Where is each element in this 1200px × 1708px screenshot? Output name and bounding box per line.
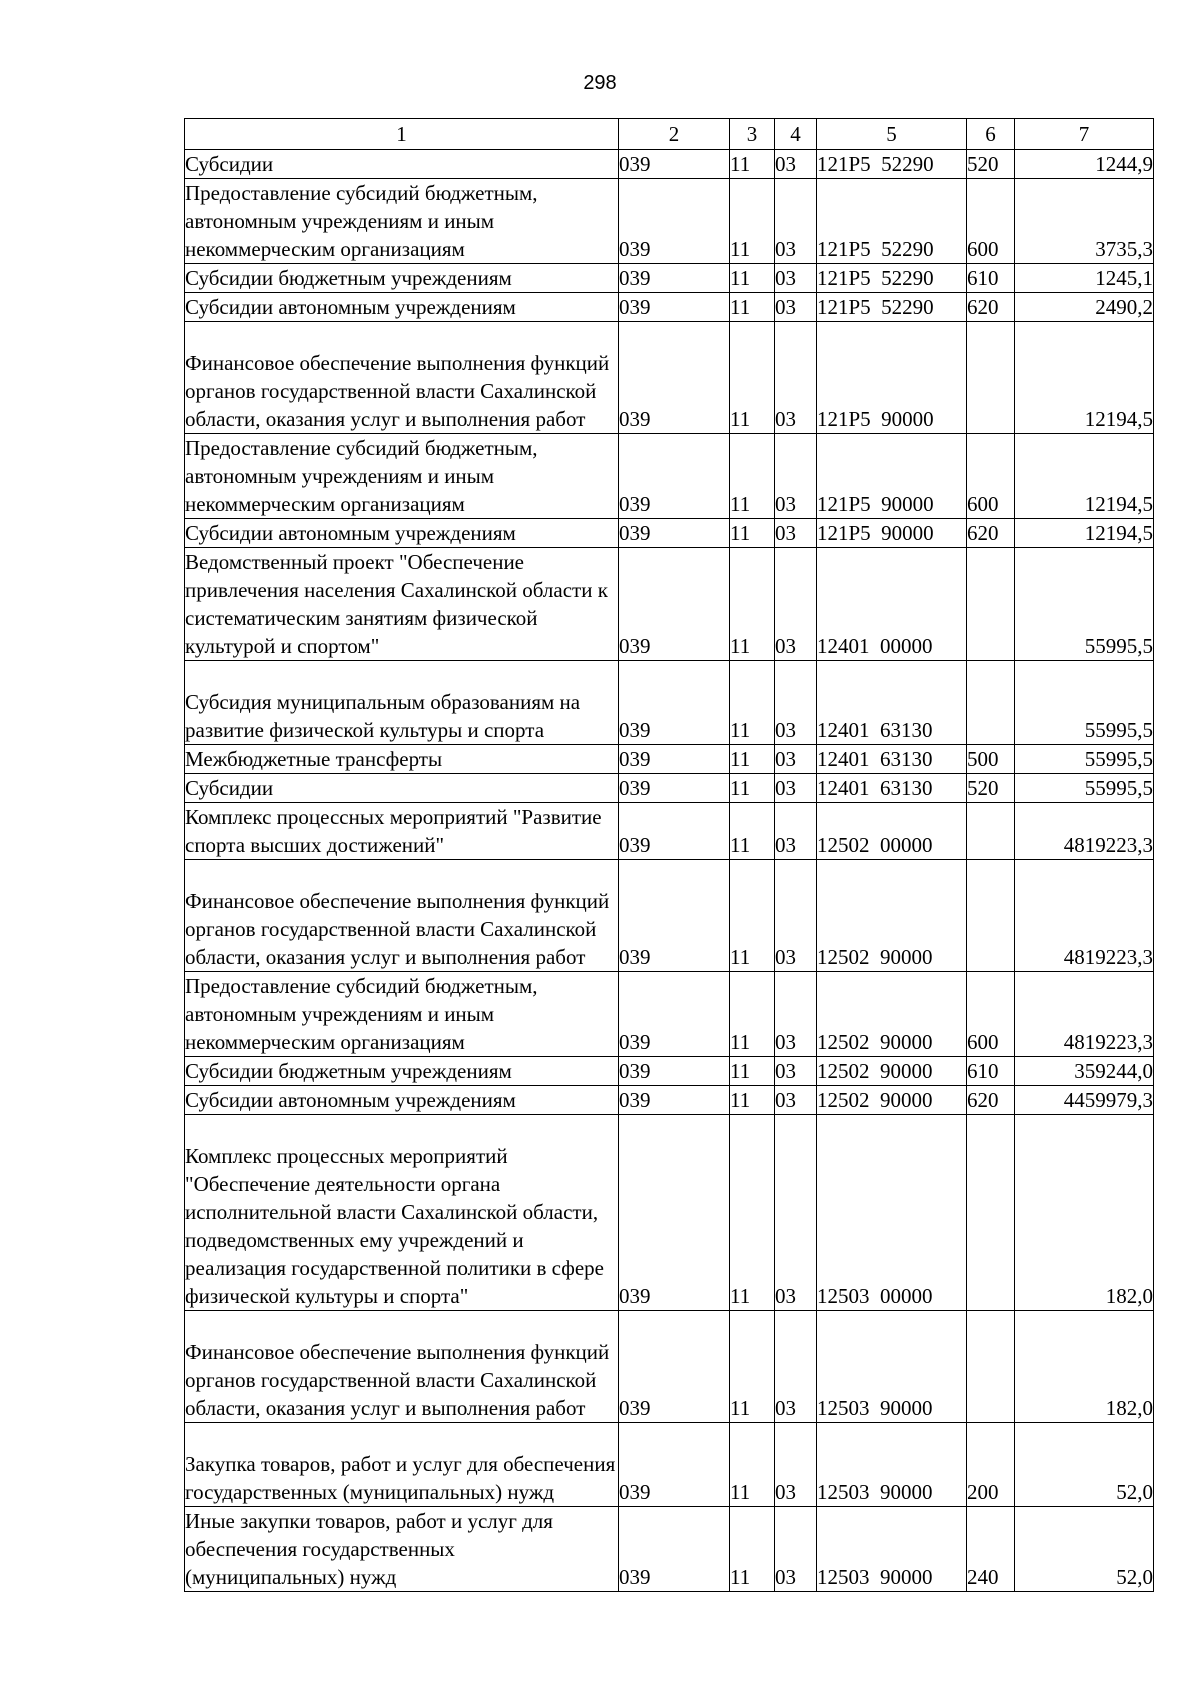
expense-type-code	[967, 322, 1015, 434]
section-code: 11	[730, 1057, 775, 1086]
expense-type-code: 520	[967, 774, 1015, 803]
header-cell: 2	[619, 119, 730, 150]
row-name: Комплекс процессных мероприятий "Развитие спорта высших достижений"	[185, 803, 619, 860]
amount: 359244,0	[1015, 1057, 1154, 1086]
target-article-code: 12503 90000	[817, 1311, 967, 1423]
row-name: Субсидии автономным учреждениям	[185, 1086, 619, 1115]
amount: 1244,9	[1015, 150, 1154, 179]
row-name: Финансовое обеспечение выполнения функций органов государственной власти Сахалинской области, оказания услуг и выполнения работ	[185, 322, 619, 434]
subsection-code: 03	[775, 1311, 817, 1423]
section-code: 11	[730, 972, 775, 1057]
header-cell: 1	[185, 119, 619, 150]
amount: 12194,5	[1015, 519, 1154, 548]
target-article-code: 12502 90000	[817, 972, 967, 1057]
table-row	[185, 322, 1154, 434]
table-row	[185, 1311, 1154, 1423]
amount: 182,0	[1015, 1311, 1154, 1423]
amount: 2490,2	[1015, 293, 1154, 322]
target-article-code: 12503 00000	[817, 1115, 967, 1311]
amount: 1245,1	[1015, 264, 1154, 293]
ministry-code: 039	[619, 179, 730, 264]
table-row	[185, 1115, 1154, 1311]
table-row	[185, 860, 1154, 972]
section-code: 11	[730, 1086, 775, 1115]
header-cell: 3	[730, 119, 775, 150]
target-article-code: 12502 90000	[817, 1057, 967, 1086]
amount: 55995,5	[1015, 661, 1154, 745]
row-name: Финансовое обеспечение выполнения функций органов государственной власти Сахалинской области, оказания услуг и выполнения работ	[185, 1311, 619, 1423]
subsection-code: 03	[775, 1423, 817, 1507]
row-name: Предоставление субсидий бюджетным, автономным учреждениям и иным некоммерческим организациям	[185, 179, 619, 264]
amount: 52,0	[1015, 1423, 1154, 1507]
section-code: 11	[730, 519, 775, 548]
target-article-code: 12502 90000	[817, 860, 967, 972]
subsection-code: 03	[775, 1507, 817, 1592]
section-code: 11	[730, 803, 775, 860]
ministry-code: 039	[619, 150, 730, 179]
expense-type-code: 610	[967, 1057, 1015, 1086]
section-code: 11	[730, 661, 775, 745]
section-code: 11	[730, 293, 775, 322]
header-cell: 4	[775, 119, 817, 150]
amount: 4819223,3	[1015, 972, 1154, 1057]
table-row	[185, 1086, 1154, 1115]
subsection-code: 03	[775, 1057, 817, 1086]
section-code: 11	[730, 179, 775, 264]
expense-type-code: 600	[967, 179, 1015, 264]
row-name: Межбюджетные трансферты	[185, 745, 619, 774]
row-name: Субсидии бюджетным учреждениям	[185, 264, 619, 293]
subsection-code: 03	[775, 264, 817, 293]
target-article-code: 12503 90000	[817, 1423, 967, 1507]
ministry-code: 039	[619, 519, 730, 548]
ministry-code: 039	[619, 322, 730, 434]
section-code: 11	[730, 1423, 775, 1507]
target-article-code: 12401 63130	[817, 774, 967, 803]
section-code: 11	[730, 860, 775, 972]
row-name: Субсидии автономным учреждениям	[185, 293, 619, 322]
amount: 12194,5	[1015, 434, 1154, 519]
row-name: Иные закупки товаров, работ и услуг для обеспечения государственных (муниципальных) нужд	[185, 1507, 619, 1592]
row-name: Субсидии автономным учреждениям	[185, 519, 619, 548]
table-row	[185, 293, 1154, 322]
target-article-code: 12401 63130	[817, 661, 967, 745]
section-code: 11	[730, 1507, 775, 1592]
header-cell: 6	[967, 119, 1015, 150]
section-code: 11	[730, 150, 775, 179]
amount: 55995,5	[1015, 774, 1154, 803]
expense-type-code: 240	[967, 1507, 1015, 1592]
row-name: Предоставление субсидий бюджетным, автономным учреждениям и иным некоммерческим организациям	[185, 972, 619, 1057]
row-name: Субсидия муниципальным образованиям на развитие физической культуры и спорта	[185, 661, 619, 745]
expense-type-code: 500	[967, 745, 1015, 774]
ministry-code: 039	[619, 1086, 730, 1115]
subsection-code: 03	[775, 972, 817, 1057]
subsection-code: 03	[775, 745, 817, 774]
expense-type-code: 620	[967, 519, 1015, 548]
ministry-code: 039	[619, 860, 730, 972]
subsection-code: 03	[775, 774, 817, 803]
section-code: 11	[730, 434, 775, 519]
table-row	[185, 745, 1154, 774]
expense-type-code	[967, 803, 1015, 860]
row-name: Комплекс процессных мероприятий "Обеспечение деятельности органа исполнительной власти Сахалинской области, подведомственных ему учреждений и реализация государственной политики в сфере физической культуры и спорта"	[185, 1115, 619, 1311]
table-row	[185, 1423, 1154, 1507]
target-article-code: 12503 90000	[817, 1507, 967, 1592]
ministry-code: 039	[619, 972, 730, 1057]
expense-type-code: 600	[967, 972, 1015, 1057]
header-cell: 5	[817, 119, 967, 150]
expense-type-code	[967, 1115, 1015, 1311]
target-article-code: 12401 00000	[817, 548, 967, 661]
amount: 55995,5	[1015, 548, 1154, 661]
ministry-code: 039	[619, 745, 730, 774]
header-cell: 7	[1015, 119, 1154, 150]
section-code: 11	[730, 322, 775, 434]
expense-type-code: 610	[967, 264, 1015, 293]
ministry-code: 039	[619, 1423, 730, 1507]
section-code: 11	[730, 1311, 775, 1423]
target-article-code: 121P5 90000	[817, 434, 967, 519]
subsection-code: 03	[775, 293, 817, 322]
table-row	[185, 774, 1154, 803]
table-row	[185, 434, 1154, 519]
ministry-code: 039	[619, 293, 730, 322]
ministry-code: 039	[619, 1507, 730, 1592]
table-row	[185, 519, 1154, 548]
section-code: 11	[730, 745, 775, 774]
expense-type-code: 620	[967, 1086, 1015, 1115]
expense-type-code	[967, 1311, 1015, 1423]
amount: 182,0	[1015, 1115, 1154, 1311]
target-article-code: 121P5 90000	[817, 519, 967, 548]
amount: 52,0	[1015, 1507, 1154, 1592]
subsection-code: 03	[775, 661, 817, 745]
subsection-code: 03	[775, 803, 817, 860]
expense-type-code: 600	[967, 434, 1015, 519]
row-name: Субсидии	[185, 774, 619, 803]
table-row	[185, 1057, 1154, 1086]
amount: 12194,5	[1015, 322, 1154, 434]
target-article-code: 121P5 52290	[817, 264, 967, 293]
section-code: 11	[730, 548, 775, 661]
expense-type-code	[967, 860, 1015, 972]
ministry-code: 039	[619, 1057, 730, 1086]
expense-type-code	[967, 548, 1015, 661]
target-article-code: 12502 90000	[817, 1086, 967, 1115]
page-number: 298	[583, 72, 617, 94]
expense-type-code	[967, 661, 1015, 745]
ministry-code: 039	[619, 1311, 730, 1423]
ministry-code: 039	[619, 661, 730, 745]
expense-type-code: 620	[967, 293, 1015, 322]
table-body	[185, 150, 1154, 1592]
target-article-code: 121P5 52290	[817, 293, 967, 322]
table-row	[185, 972, 1154, 1057]
table-row	[185, 661, 1154, 745]
table-row	[185, 803, 1154, 860]
table-row	[185, 264, 1154, 293]
header-row	[185, 119, 1154, 150]
budget-table	[184, 118, 1154, 1592]
table-row	[185, 1507, 1154, 1592]
amount: 4819223,3	[1015, 860, 1154, 972]
section-code: 11	[730, 264, 775, 293]
amount: 3735,3	[1015, 179, 1154, 264]
subsection-code: 03	[775, 150, 817, 179]
section-code: 11	[730, 1115, 775, 1311]
table-row	[185, 179, 1154, 264]
table-row	[185, 548, 1154, 661]
subsection-code: 03	[775, 322, 817, 434]
subsection-code: 03	[775, 519, 817, 548]
expense-type-code: 520	[967, 150, 1015, 179]
ministry-code: 039	[619, 548, 730, 661]
subsection-code: 03	[775, 860, 817, 972]
subsection-code: 03	[775, 548, 817, 661]
subsection-code: 03	[775, 179, 817, 264]
row-name: Финансовое обеспечение выполнения функций органов государственной власти Сахалинской области, оказания услуг и выполнения работ	[185, 860, 619, 972]
row-name: Субсидии бюджетным учреждениям	[185, 1057, 619, 1086]
amount: 4819223,3	[1015, 803, 1154, 860]
amount: 55995,5	[1015, 745, 1154, 774]
ministry-code: 039	[619, 1115, 730, 1311]
section-code: 11	[730, 774, 775, 803]
row-name: Субсидии	[185, 150, 619, 179]
ministry-code: 039	[619, 774, 730, 803]
subsection-code: 03	[775, 434, 817, 519]
subsection-code: 03	[775, 1086, 817, 1115]
target-article-code: 12401 63130	[817, 745, 967, 774]
target-article-code: 12502 00000	[817, 803, 967, 860]
ministry-code: 039	[619, 803, 730, 860]
target-article-code: 121P5 90000	[817, 322, 967, 434]
row-name: Предоставление субсидий бюджетным, автономным учреждениям и иным некоммерческим организациям	[185, 434, 619, 519]
table-row	[185, 150, 1154, 179]
subsection-code: 03	[775, 1115, 817, 1311]
row-name: Закупка товаров, работ и услуг для обеспечения государственных (муниципальных) нужд	[185, 1423, 619, 1507]
ministry-code: 039	[619, 264, 730, 293]
row-name: Ведомственный проект "Обеспечение привлечения населения Сахалинской области к систематическим занятиям физической культурой и спортом"	[185, 548, 619, 661]
target-article-code: 121P5 52290	[817, 150, 967, 179]
ministry-code: 039	[619, 434, 730, 519]
amount: 4459979,3	[1015, 1086, 1154, 1115]
expense-type-code: 200	[967, 1423, 1015, 1507]
target-article-code: 121P5 52290	[817, 179, 967, 264]
